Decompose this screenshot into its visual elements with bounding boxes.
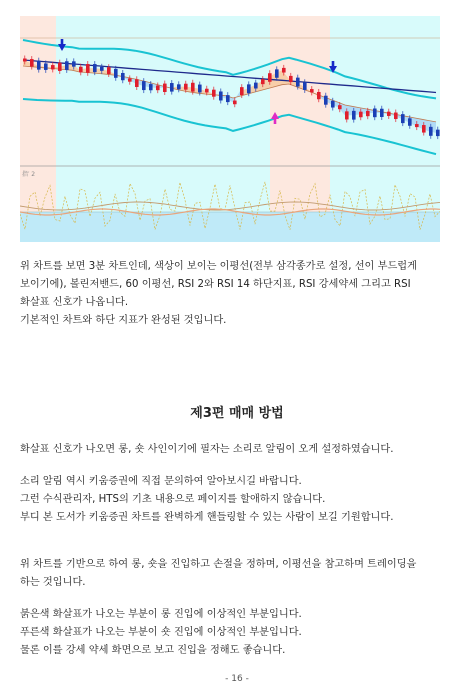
chart-image [20,16,440,242]
text-line: 위 차트를 기반으로 하여 롱, 숏을 진입하고 손절을 정하며, 이평선을 참고하며 트레이딩을 [20,559,417,570]
text-line: 하는 것입니다. [20,577,86,588]
candle-body [44,63,48,69]
text-line: 물론 이를 강세 약세 화면으로 보고 진입을 정해도 좋습니다. [20,645,286,656]
candle-body [345,111,349,119]
candle-body [324,96,328,105]
candle-body [149,84,153,90]
zone-peach [20,16,56,242]
candle-body [30,59,34,66]
candle-body [142,81,146,90]
paragraph-trading [20,556,460,592]
text-line: 부디 본 도서가 키움증권 차트를 완벽하게 핸들링할 수 있는 사람이 보길 기원합니다. [20,512,394,523]
text-line: 붉은색 화살표가 나오는 부분이 롱 진입에 이상적인 부분입니다. [20,609,302,620]
candle-body [114,69,118,78]
rsi-band [20,212,440,242]
candle-body [289,76,293,82]
candle-body [247,84,251,93]
paragraph-arrows [20,606,460,660]
candle-body [72,61,76,66]
candle-body [268,73,272,82]
subpanel-label: 指′ 2 [22,171,36,178]
candle-body [128,78,132,81]
candle-body [261,79,265,84]
candle-body [380,109,384,117]
candle-body [373,109,377,118]
text-line: 위 차트를 보면 3분 차트인데, 색상이 보이는 이평선(전부 삼각종가로 설정, 선이 부드럽게 [20,261,417,272]
candle-body [58,63,62,71]
candle-body [401,114,405,123]
candle-body [163,84,167,92]
candle-body [23,59,27,62]
paragraph-intro [20,258,460,330]
candle-body [394,113,398,119]
text-line: 그런 수식관리자, HTS의 기초 내용으로 페이지를 할애하지 않습니다. [20,494,326,505]
candle-body [79,67,83,73]
candle-body [429,127,433,136]
candle-body [37,61,41,70]
candle-body [352,111,356,120]
text-line: 화살표 신호가 나옵니다. [20,297,129,308]
candle-body [282,68,286,73]
candle-body [51,65,55,69]
text-line: 기본적인 차트와 하단 지표가 완성된 것입니다. [20,315,227,326]
candle-body [205,89,209,93]
section-title: 제3편 매매 방법 [190,406,284,421]
candle-body [135,79,139,87]
candle-body [170,83,174,92]
candle-body [317,92,321,99]
page-number: - 16 - [225,674,249,684]
candle-body [191,83,195,92]
text-line: 화살표 신호가 나오면 롱, 숏 사인이기에 필자는 소리로 알림이 오게 설정하였습니다. [20,444,394,455]
candle-body [156,86,160,91]
zone-peach [270,16,330,242]
candle-body [86,64,90,73]
candle-body [184,84,188,90]
candle-body [198,85,202,93]
candle-body [212,90,216,97]
candle-body [387,112,391,116]
candle-body [107,67,111,74]
candle-body [177,84,181,89]
candle-body [65,61,69,70]
text-line: 소리 알림 역시 키움증권에 직접 문의하여 알아보시길 바랍니다. [20,476,302,487]
candle-body [254,83,258,89]
candle-body [233,101,237,105]
candle-body [366,111,370,116]
candle-body [310,89,314,92]
candle-body [275,69,279,77]
paragraph-alert [20,441,460,459]
candle-body [338,105,342,109]
candle-body [100,67,104,71]
candle-body [240,87,244,95]
candle-body [219,91,223,100]
candle-body [408,118,412,125]
candle-body [415,124,419,127]
candle-body [422,125,426,132]
candle-body [121,73,125,80]
candle-body [331,101,335,108]
text-line: 보이기에), 볼린저밴드, 60 이평선, RSI 2와 RSI 14 하단지표, RSI 강세약세 그리고 RSI [20,279,411,290]
paragraph-inquiry [20,473,460,527]
candle-body [436,130,440,136]
candle-body [359,112,363,118]
candle-body [303,82,307,90]
candle-body [296,78,300,87]
text-line: 푸른색 화살표가 나오는 부분이 숏 진입에 이상적인 부분입니다. [20,627,302,638]
candle-body [226,95,230,102]
candle-body [93,64,97,72]
